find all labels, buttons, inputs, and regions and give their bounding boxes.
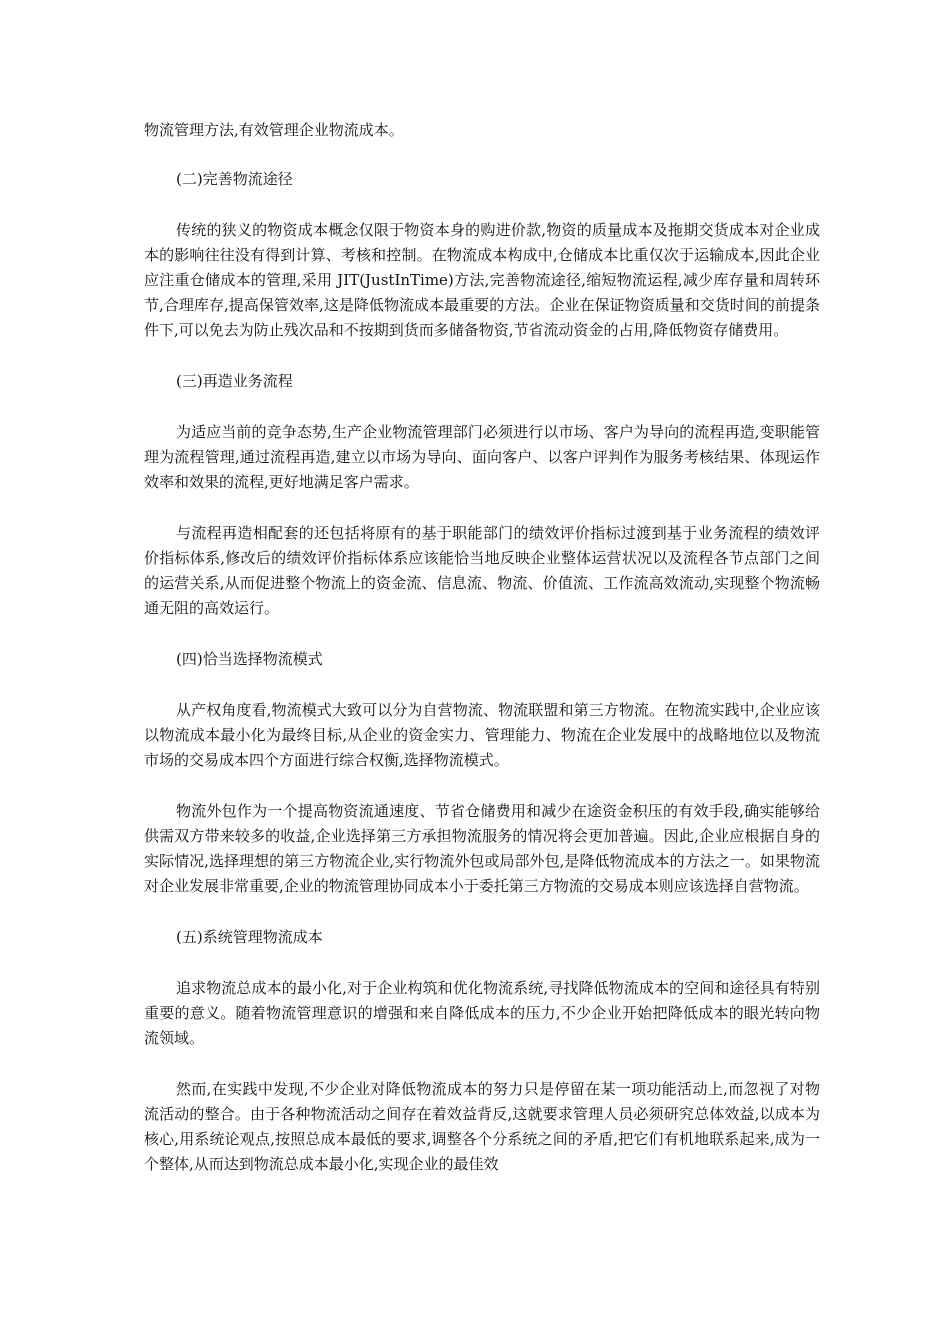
paragraph-4-2: 物流外包作为一个提高物资流通速度、节省仓储费用和减少在途资金积压的有效手段,确实能够给供需双方带来较多的收益,企业选择第三方承担物流服务的情况将会更加普遍。因此,企业应根据自身的实际情况,选择理想的第三方物流企业,实行物流外包或局部外包,是降低物流成本的方法之一。如果物流对企业发展非常重要,企业的物流管理协同成本小于委托第三方物流的交易成本则应该选择自营物流。 — [144, 802, 820, 895]
paragraph-3-1: 为适应当前的竞争态势,生产企业物流管理部门必须进行以市场、客户为导向的流程再造,变职能管理为流程管理,通过流程再造,建立以市场为导向、面向客户、以客户评判作为服务考核结果、体现运作效率和效果的流程,更好地满足客户需求。 — [144, 423, 820, 491]
section-heading-4: (四)恰当选择物流模式 — [176, 650, 323, 668]
section-heading-3: (三)再造业务流程 — [176, 372, 293, 390]
paragraph-intro: 物流管理方法,有效管理企业物流成本。 — [144, 121, 404, 139]
paragraph-5-2: 然而,在实践中发现,不少企业对降低物流成本的努力只是停留在某一项功能活动上,而忽视了对物流活动的整合。由于各种物流活动之间存在着效益背反,这就要求管理人员必须研究总体效益,以成本为核心,用系统论观点,按照总成本最低的要求,调整各个分系统之间的矛盾,把它们有机地联系起来,成为一个整体,从而达到物流总成本最小化,实现企业的最佳效 — [144, 1080, 820, 1173]
section-heading-5: (五)系统管理物流成本 — [176, 928, 323, 946]
paragraph-3-2: 与流程再造相配套的还包括将原有的基于职能部门的绩效评价指标过渡到基于业务流程的绩效评价指标体系,修改后的绩效评价指标体系应该能恰当地反映企业整体运营状况以及流程各节点部门之间的运营关系,从而促进整个物流上的资金流、信息流、物流、价值流、工作流高效流动,实现整个物流畅通无阻的高效运行。 — [144, 524, 820, 617]
paragraph-2-1: 传统的狭义的物资成本概念仅限于物资本身的购进价款,物资的质量成本及拖期交货成本对企业成本的影响往往没有得到计算、考核和控制。在物流成本构成中,仓储成本比重仅次于运输成本,因此企业应注重仓储成本的管理,采用 JIT(JustInTime)方法,完善物流途径,缩短物流运程,减少库存量和周转环节,合理库存,提高保管效率,这是降低物流成本最重要的方法。企业在保证物资质量和交货时间的前提条件下,可以免去为防止残次品和不按期到货而多储备物资,节省流动资金的占用,降低物资存储费用。 — [144, 221, 820, 339]
paragraph-5-1: 追求物流总成本的最小化,对于企业构筑和优化物流系统,寻找降低物流成本的空间和途径具有特别重要的意义。随着物流管理意识的增强和来自降低成本的压力,不少企业开始把降低成本的眼光转向物流领域。 — [144, 979, 820, 1047]
section-heading-2: (二)完善物流途径 — [176, 170, 293, 188]
paragraph-4-1: 从产权角度看,物流模式大致可以分为自营物流、物流联盟和第三方物流。在物流实践中,企业应该以物流成本最小化为最终目标,从企业的资金实力、管理能力、物流在企业发展中的战略地位以及物流市场的交易成本四个方面进行综合权衡,选择物流模式。 — [144, 701, 820, 769]
